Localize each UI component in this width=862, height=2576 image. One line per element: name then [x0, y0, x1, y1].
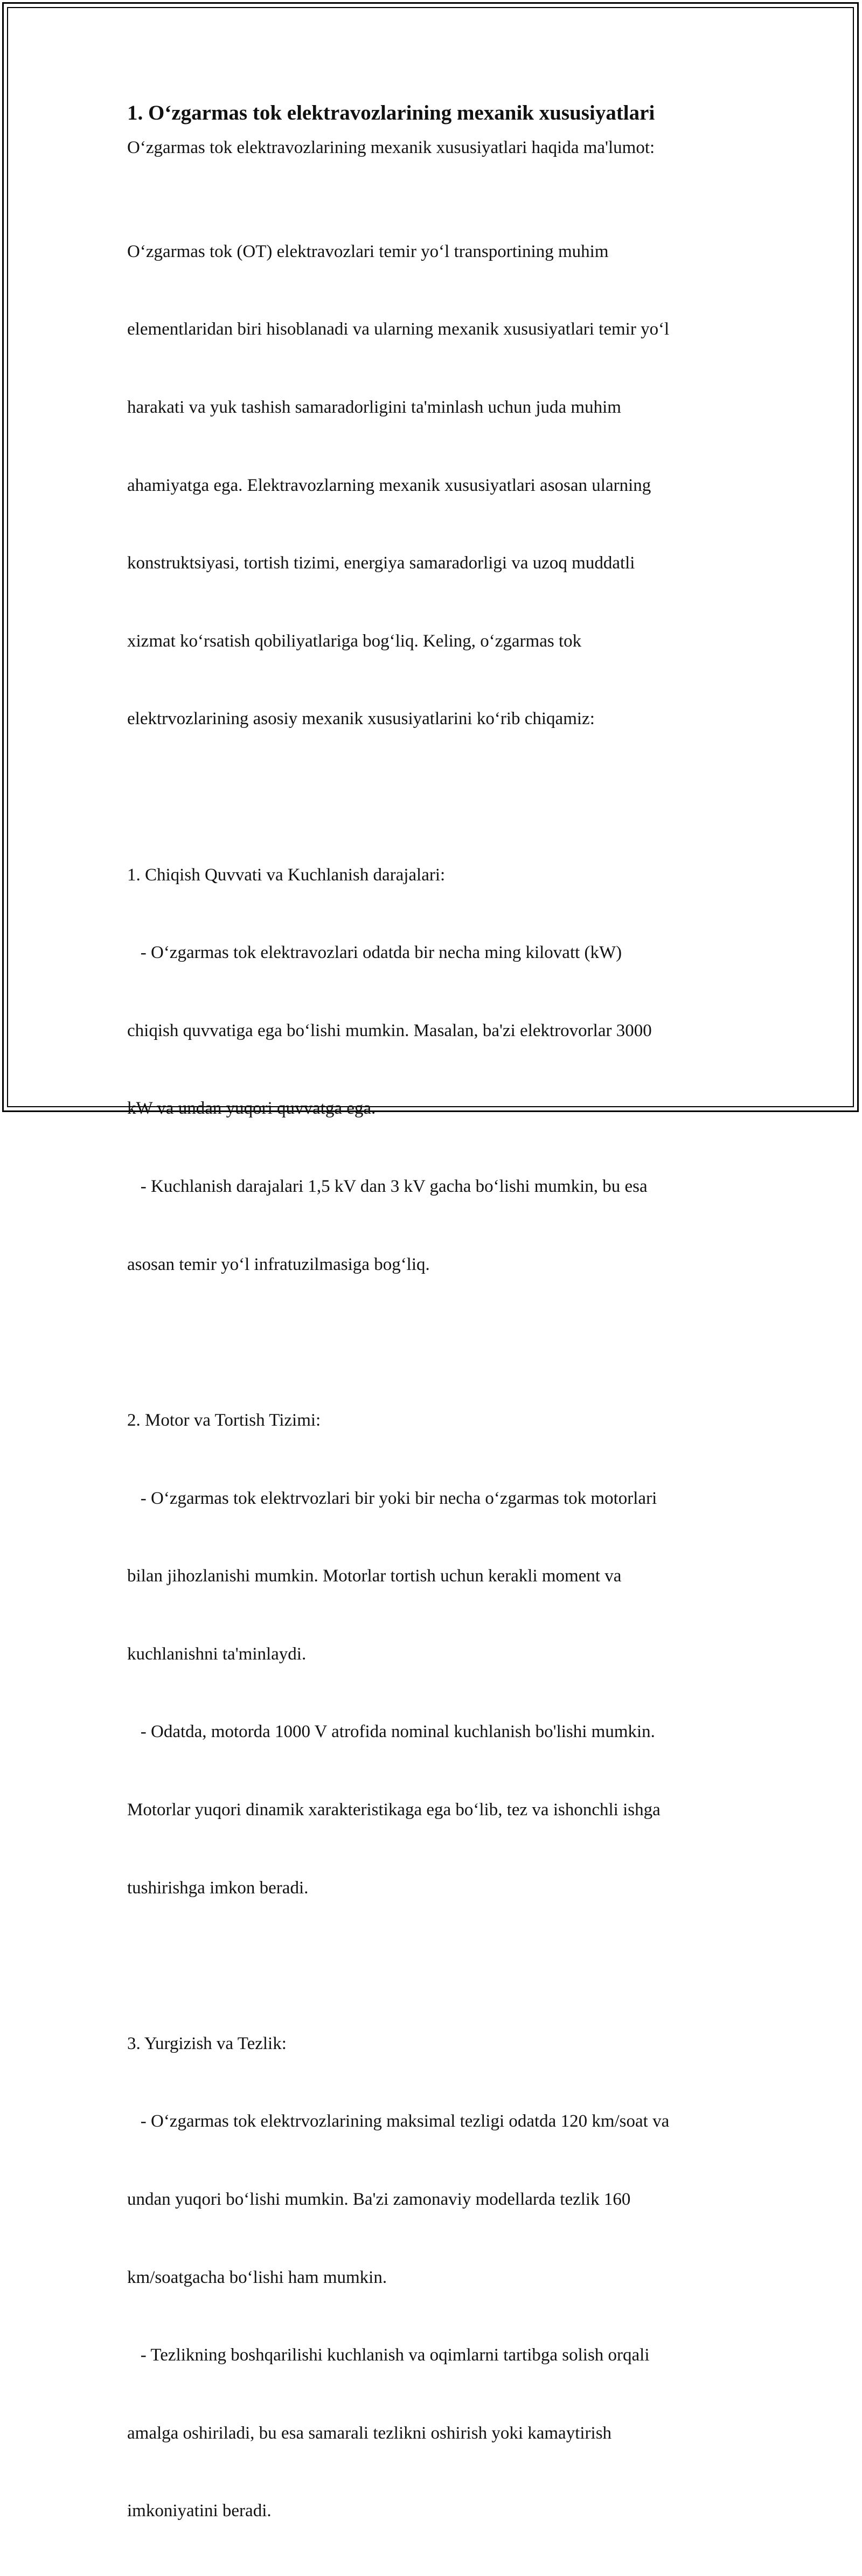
- overview-line: ahamiyatga ega. Elektravozlarning mexanik xususiyatlari asosan ularning: [127, 475, 651, 495]
- section-line: imkoniyatini beradi.: [127, 2501, 272, 2521]
- section-line: - Odatda, motorda 1000 V atrofida nominal kuchlanish bo'lishi mumkin.: [127, 1722, 655, 1742]
- section-heading: 2. Motor va Tortish Tizimi:: [127, 1410, 321, 1430]
- section-line: amalga oshiriladi, bu esa samarali tezlikni oshirish yoki kamaytirish: [127, 2423, 612, 2443]
- section-1: [127, 810, 736, 1329]
- section-line: chiqish quvvatiga ega bo‘lishi mumkin. Masalan, ba'zi elektrovorlar 3000: [127, 1020, 652, 1040]
- section-heading: 3. Yurgizish va Tezlik:: [127, 2033, 287, 2053]
- paragraph-gap: [127, 161, 736, 186]
- section-line: - Tezlikning boshqarilishi kuchlanish va oqimlarni tartibga solish orqali: [127, 2345, 650, 2365]
- paragraph-gap: [127, 1329, 736, 1355]
- section-line: kuchlanishni ta'minlaydi.: [127, 1644, 307, 1664]
- document-title: 1. O‘zgarmas tok elektravozlarining mexanik xususiyatlari: [127, 101, 655, 124]
- section-line: kW va undan yuqori quvvatga ega.: [127, 1099, 376, 1119]
- overview-line: elektrvozlarining asosiy mexanik xususiyatlarini ko‘rib chiqamiz:: [127, 709, 595, 729]
- paragraph-gap: [127, 1953, 736, 1978]
- section-line: - Kuchlanish darajalari 1,5 kV dan 3 kV gacha bo‘lishi mumkin, bu esa: [127, 1177, 648, 1197]
- section-line: tushirishga imkon beradi.: [127, 1878, 309, 1898]
- section-line: km/soatgacha bo‘lishi ham mumkin.: [127, 2267, 387, 2287]
- overview-line: O‘zgarmas tok (OT) elektravozlari temir yo‘l transportining muhim: [127, 241, 609, 261]
- overview-paragraph: [127, 186, 736, 784]
- intro-paragraph: O‘zgarmas tok elektravozlarining mexanik xususiyatlari haqida ma'lumot:: [127, 138, 655, 157]
- overview-line: konstruktsiyasi, tortish tizimi, energiya samaradorligi va uzoq muddatli: [127, 553, 635, 573]
- section-line: undan yuqori bo‘lishi mumkin. Ba'zi zamonaviy modellarda tezlik 160: [127, 2189, 631, 2209]
- overview-line: harakati va yuk tashish samaradorligini ta'minlash uchun juda muhim: [127, 398, 621, 418]
- section-line: Motorlar yuqori dinamik xarakteristikaga ega bo‘lib, tez va ishonchli ishga: [127, 1800, 661, 1820]
- section-line: bilan jihozlanishi mumkin. Motorlar tortish uchun kerakli moment va: [127, 1566, 622, 1586]
- overview-line: xizmat ko‘rsatish qobiliyatlariga bog‘liq. Keling, o‘zgarmas tok: [127, 631, 582, 651]
- section-line: - O‘zgarmas tok elektravozlari odatda bir necha ming kilovatt (kW): [127, 943, 622, 963]
- section-line: asosan temir yo‘l infratuzilmasiga bog‘liq.: [127, 1254, 430, 1274]
- section-3: [127, 1978, 736, 2576]
- overview-line: elementlaridan biri hisoblanadi va ularning mexanik xususiyatlari temir yo‘l: [127, 320, 670, 339]
- document-body: [127, 99, 736, 2576]
- section-heading: 1. Chiqish Quvvati va Kuchlanish darajalari:: [127, 865, 446, 885]
- section-line: - O‘zgarmas tok elektrvozlari bir yoki bir necha o‘zgarmas tok motorlari: [127, 1488, 657, 1508]
- section-line: - O‘zgarmas tok elektrvozlarining maksimal tezligi odatda 120 km/soat va: [127, 2112, 670, 2131]
- paragraph-gap: [127, 784, 736, 810]
- section-2: [127, 1356, 736, 1953]
